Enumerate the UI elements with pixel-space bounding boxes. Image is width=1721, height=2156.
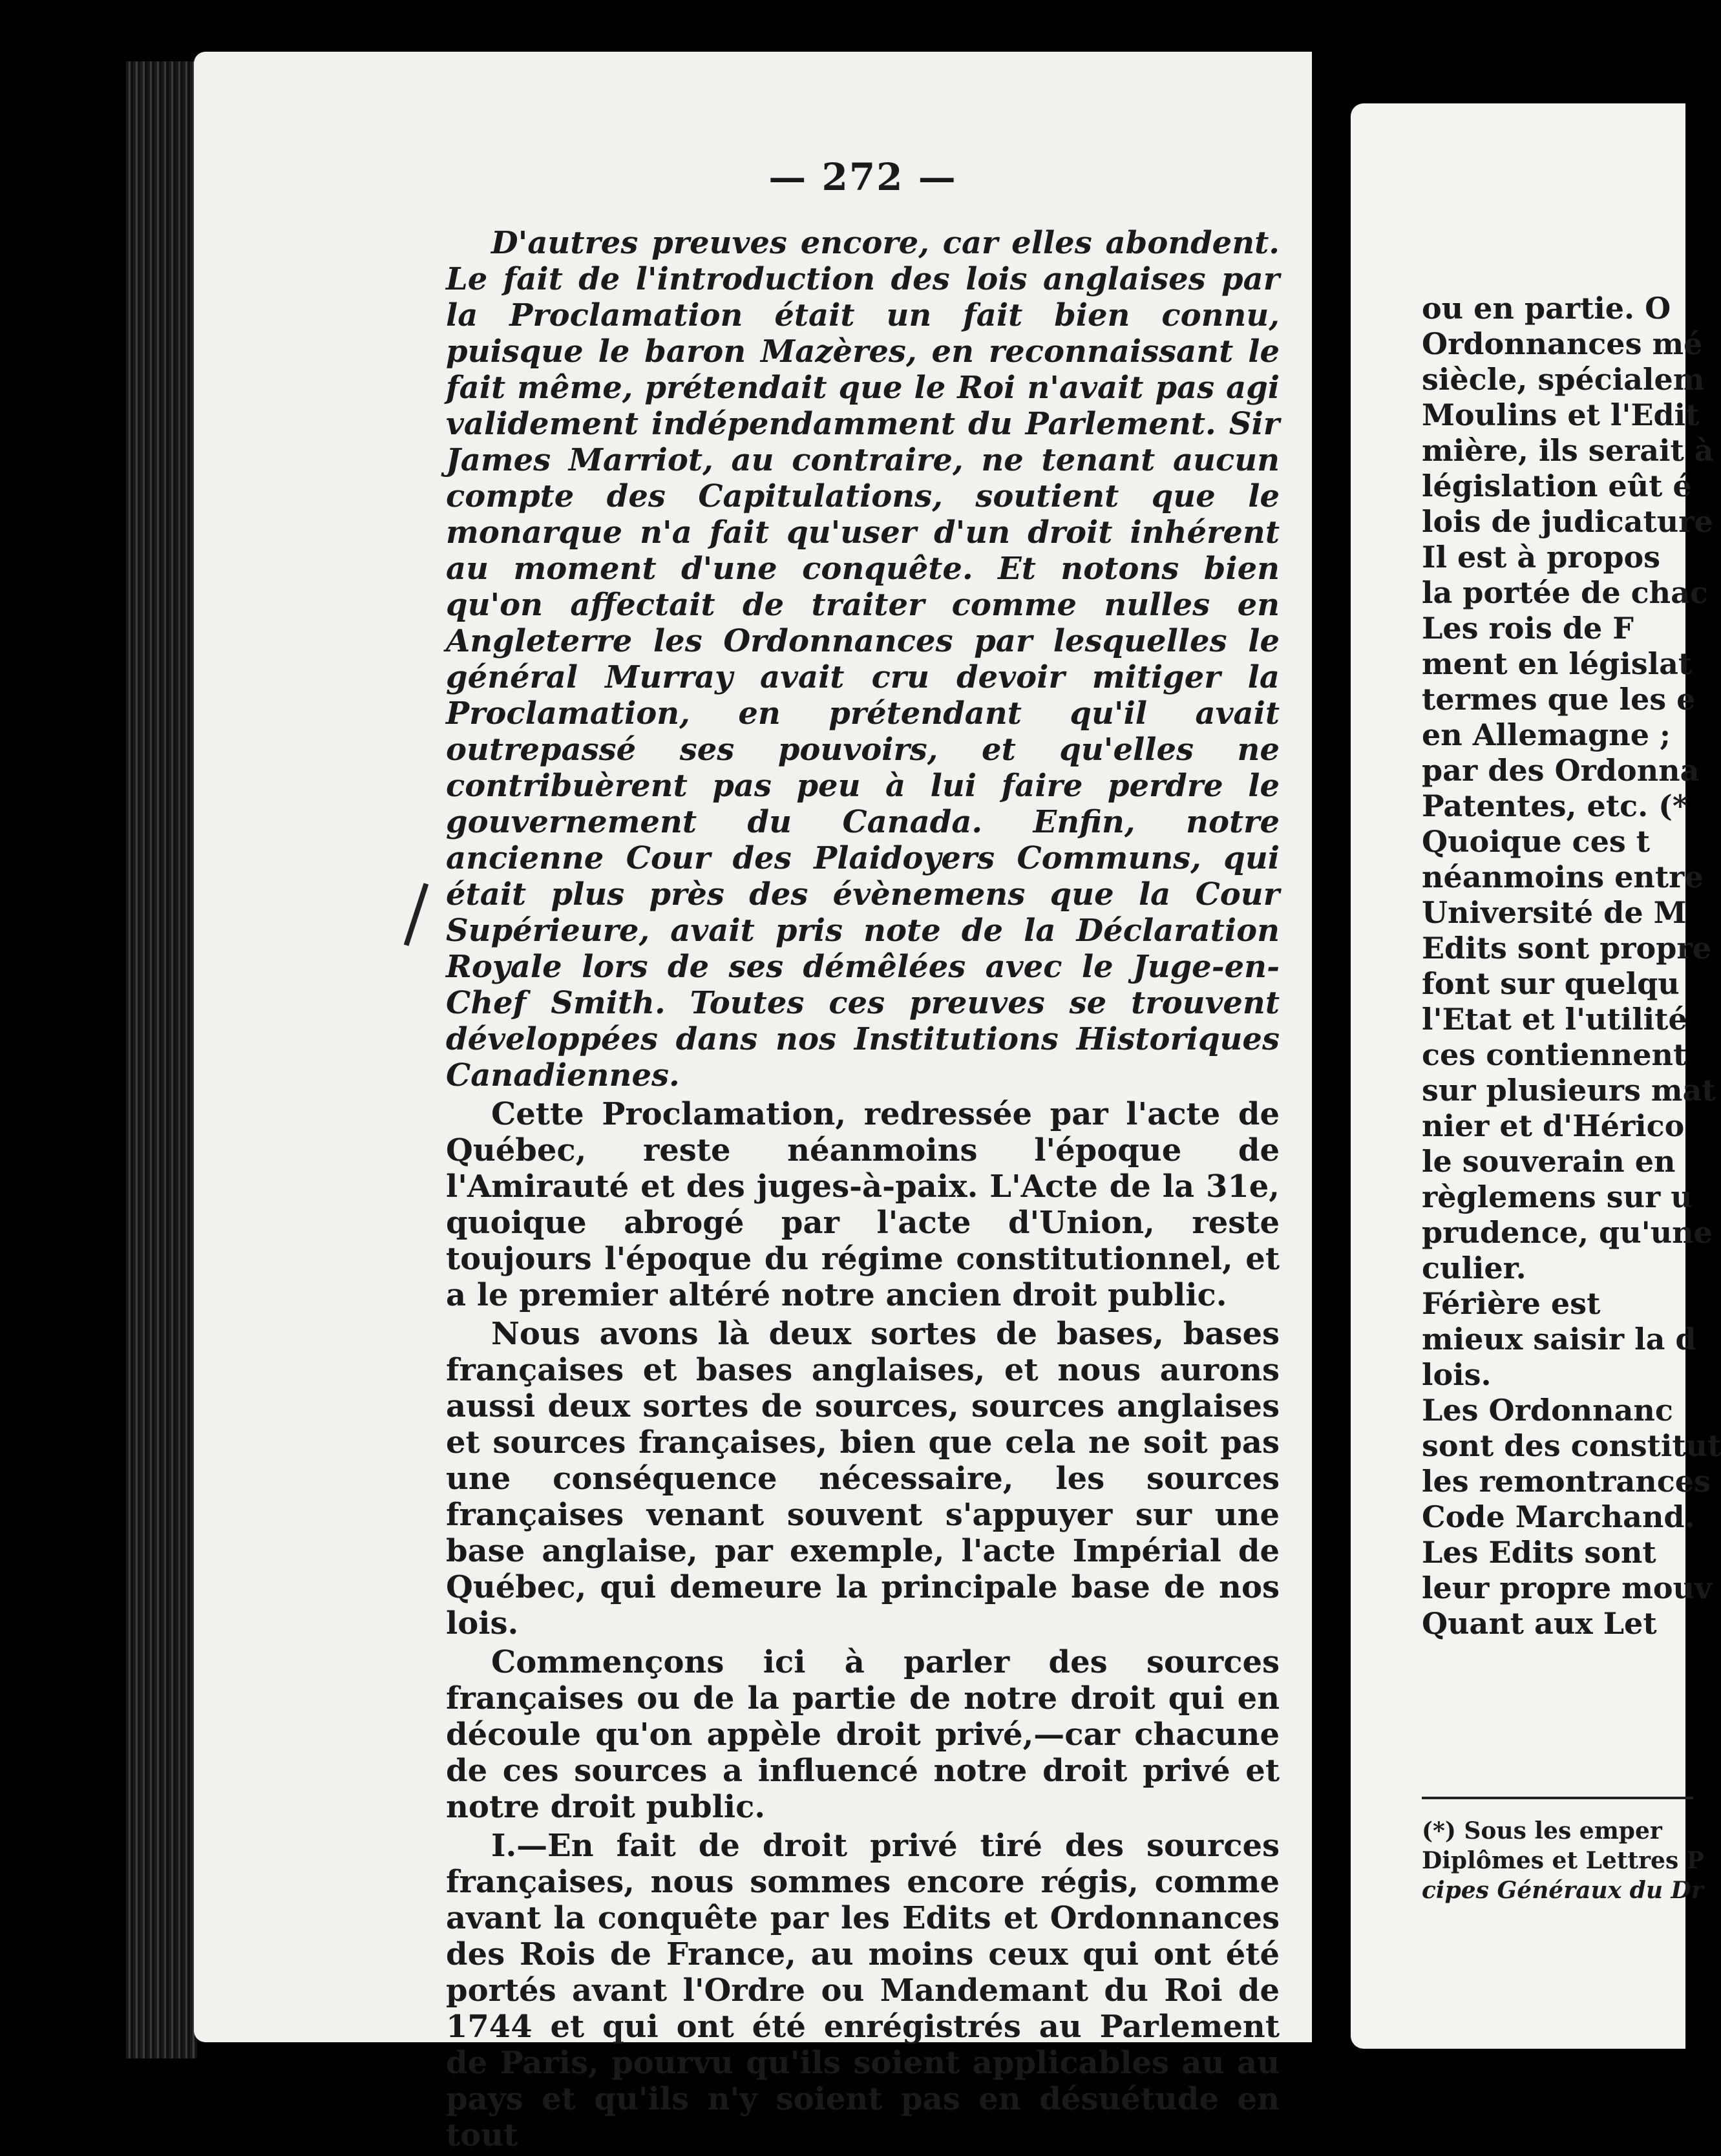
text-line: font sur quelqu <box>1422 966 1680 1001</box>
right-page-text <box>1422 291 1721 1642</box>
text-line: Quoique ces t <box>1422 824 1650 859</box>
footnote-line: Diplômes et Lettres P <box>1422 1847 1704 1874</box>
paragraph: D'autres preuves encore, car elles abondent. Le fait de l'introduction des lois anglaises par la Proclamation était un fait bien connu, puisque le baron Mazères, en reconnaissant le fait même, prétendait que le Roi n'avait pas agi validement indépendamment du Parlement. Sir James Marriot, au contraire, ne tenant aucun compte des Capitulations, soutient que le monarque n'a fait qu'user d'un droit inhérent au moment d'une conquête. Et notons bien qu'on affectait de traiter comme nulles en Angleterre les Ordonnances par lesquelles le général Murray avait cru devoir mitiger la Proclamation, en prétendant qu'il avait outrepassé ses pouvoirs, et qu'elles ne contribuèrent pas peu à lui faire perdre le gouvernement du Canada. Enfin, notre ancienne Cour des Plaidoyers Communs, qui était plus près des évènemens que la Cour Supérieure, avait pris note de la Déclaration Royale lors de ses démêlées avec le Juge-en-Chef Smith. Toutes ces preuves se trouvent développées dans nos Institutions Historiques Canadiennes. <box>446 225 1280 1094</box>
text-line: par des Ordonna <box>1422 753 1700 788</box>
text-line: l'Etat et l'utilité <box>1422 1002 1687 1037</box>
book-spine <box>126 61 197 2058</box>
text-line: Edits sont propre <box>1422 931 1711 966</box>
book-gutter <box>1312 39 1351 2062</box>
text-line: sur plusieurs mat <box>1422 1073 1716 1108</box>
text-line: Les rois de F <box>1422 611 1634 646</box>
text-line: Il est à propos <box>1422 540 1661 575</box>
text-line: les remontrances <box>1422 1464 1711 1499</box>
text-line: Université de M <box>1422 895 1687 930</box>
paragraph-list <box>446 225 1280 2153</box>
text-line: Code Marchand. <box>1422 1499 1695 1534</box>
text-line: sont des constitut <box>1422 1428 1721 1463</box>
text-line: le souverain en <box>1422 1144 1676 1179</box>
text-line: néanmoins entre <box>1422 860 1704 894</box>
text-line: leur propre mouv <box>1422 1570 1712 1605</box>
right-page <box>1351 103 1721 2049</box>
paragraph: Nous avons là deux sortes de bases, bases françaises et bases anglaises, et nous aurons aussi deux sortes de sources, sources anglaises et sources françaises, bien que cela ne soit pas une conséquence nécessaire, les sources françaises venant souvent s'appuyer sur une base anglaise, par exemple, l'acte Impérial de Québec, qui demeure la principale base de nos lois. <box>446 1316 1280 1642</box>
text-line: Les Edits sont <box>1422 1535 1656 1570</box>
text-line: lois. <box>1422 1357 1492 1392</box>
text-line: ces contiennent <box>1422 1037 1687 1072</box>
text-line: règlemens sur u <box>1422 1179 1693 1214</box>
text-line: législation eût é <box>1422 469 1692 503</box>
paragraph: Cette Proclamation, redressée par l'acte de Québec, reste néanmoins l'époque de l'Amirauté et des juges-à-paix. L'Acte de la 31e, quoique abrogé par l'acte d'Union, reste toujours l'époque du régime constitutionnel, et a le premier altéré notre ancien droit public. <box>446 1096 1280 1313</box>
page-number: — 272 — <box>768 155 957 199</box>
text-line: lois de judicature <box>1422 504 1713 539</box>
footnote-line: (*) Sous les emper <box>1422 1817 1662 1844</box>
text-line: mieux saisir la d <box>1422 1322 1696 1357</box>
text-line: Patentes, etc. (* <box>1422 788 1688 823</box>
text-line: Les Ordonnanc <box>1422 1393 1673 1428</box>
text-line: siècle, spécialem <box>1422 362 1705 397</box>
text-line: Férière est <box>1422 1286 1601 1321</box>
left-page-text <box>446 155 1280 2156</box>
text-line: nier et d'Hérico <box>1422 1108 1685 1143</box>
text-line: termes que les e <box>1422 682 1696 717</box>
right-page-footnotes <box>1422 1816 1704 1905</box>
footnote-line: cipes Généraux du Dr <box>1422 1877 1704 1904</box>
text-line: la portée de chac <box>1422 575 1708 610</box>
text-line: Moulins et l'Edit <box>1422 397 1700 432</box>
footnote-rule <box>1422 1797 1693 1799</box>
text-line: en Allemagne ; <box>1422 717 1671 752</box>
text-line: prudence, qu'une <box>1422 1215 1713 1250</box>
text-line: ment en législat <box>1422 646 1693 681</box>
text-line: Ordonnances mé <box>1422 326 1703 361</box>
paragraph: Commençons ici à parler des sources françaises ou de la partie de notre droit qui en découle qu'on appèle droit privé,—car chacune de ces sources a influencé notre droit privé et notre droit public. <box>446 1644 1280 1825</box>
paragraph: I.—En fait de droit privé tiré des sources françaises, nous sommes encore régis, comme avant la conquête par les Edits et Ordonnances des Rois de France, au moins ceux qui ont été portés avant l'Ordre ou Mandemant du Roi de 1744 et qui ont été enrégistrés au Parlement de Paris, pourvu qu'ils soient applicables au au pays et qu'ils n'y soient pas en désuétude en tout <box>446 1828 1280 2153</box>
text-line: ou en partie. O <box>1422 291 1671 326</box>
text-line: Quant aux Let <box>1422 1606 1657 1641</box>
text-line: mière, ils serait à <box>1422 433 1714 468</box>
text-line: culier. <box>1422 1251 1526 1285</box>
